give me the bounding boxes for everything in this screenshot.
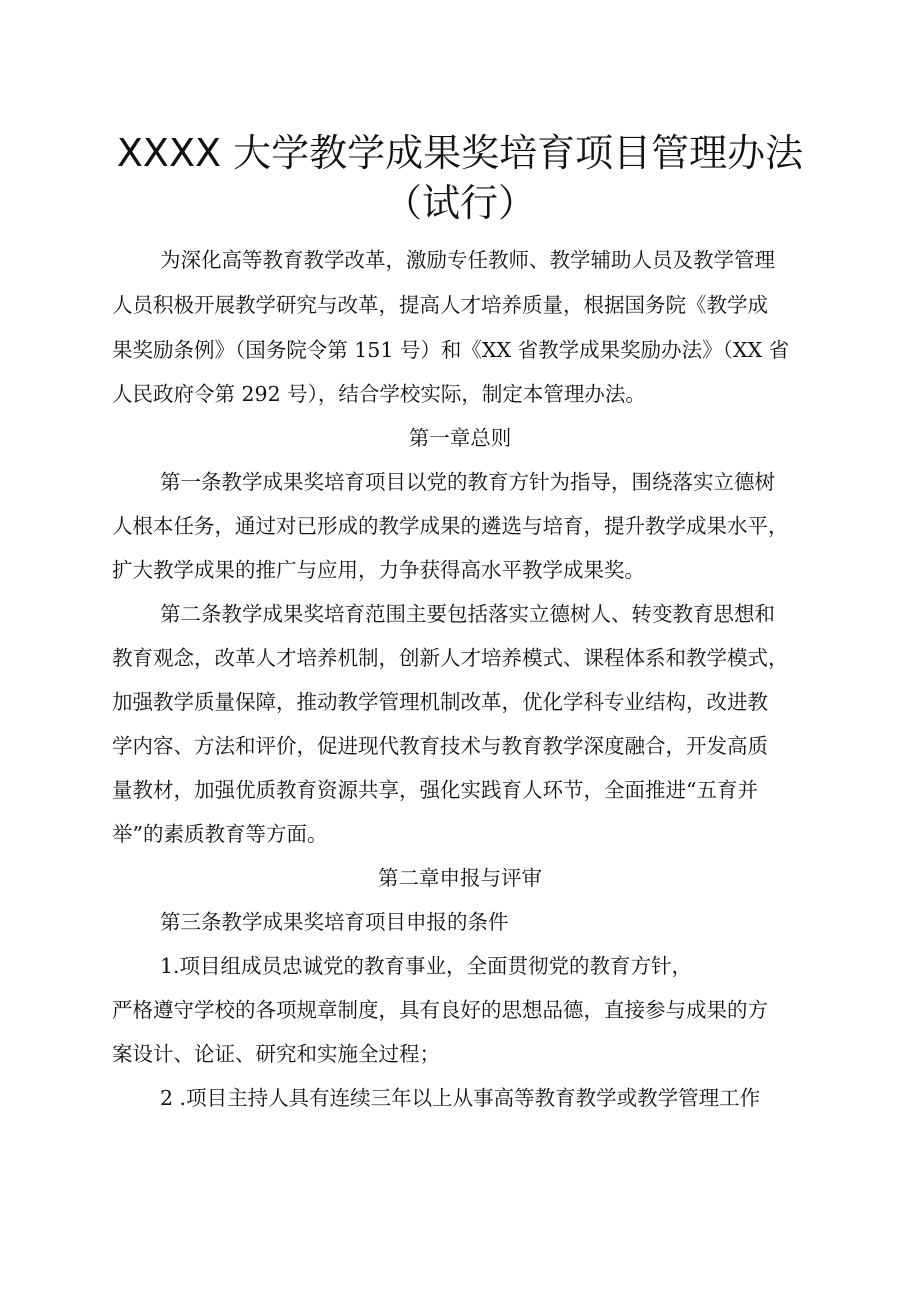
article-line: 量教材，加强优质教育资源共享，强化实践育人环节，全面推进“五育并 — [112, 778, 758, 802]
chapter-heading: 第一章总则 — [408, 426, 512, 450]
article-line: 第三条教学成果奖培育项目申报的条件 — [160, 910, 509, 934]
intro-line: 为深化高等教育教学改革，激励专任教师、教学辅助人员及教学管理 — [160, 248, 775, 272]
article-line: 第一条教学成果奖培育项目以党的教育方针为指导，围绕落实立德树 — [160, 470, 775, 494]
list-item-line: 严格遵守学校的各项规章制度，具有良好的思想品德，直接参与成果的方 — [112, 998, 768, 1022]
article-line: 举”的素质教育等方面。 — [112, 822, 328, 846]
document-title: XXXX 大学教学成果奖培育项目管理办法 — [116, 131, 804, 175]
list-item-line: 1.项目组成员忠诚党的教育事业，全面贯彻党的教育方针， — [160, 954, 693, 978]
list-item-line: 案设计、论证、研究和实施全过程； — [112, 1042, 440, 1066]
article-line: 教育观念，改革人才培养机制，创新人才培养模式、课程体系和教学模式， — [112, 646, 789, 670]
document-subtitle: （试行） — [383, 181, 536, 225]
list-item-line: 2 .项目主持人具有连续三年以上从事高等教育教学或教学管理工作 — [160, 1086, 761, 1110]
intro-line: 人民政府令第 292 号），结合学校实际，制定本管理办法。 — [112, 382, 646, 406]
article-line: 人根本任务，通过对已形成的教学成果的遴选与培育，提升教学成果水平， — [112, 514, 789, 538]
intro-line: 果奖励条例》（国务院令第 151 号）和《XX 省教学成果奖励办法》（XX 省 — [112, 338, 790, 362]
article-line: 第二条教学成果奖培育范围主要包括落实立德树人、转变教育思想和 — [160, 602, 775, 626]
chapter-heading: 第二章申报与评审 — [378, 866, 542, 890]
intro-line: 人员积极开展教学研究与改革，提高人才培养质量，根据国务院《教学成 — [112, 293, 768, 317]
article-line: 学内容、方法和评价，促进现代教育技术与教育教学深度融合，开发高质 — [112, 734, 768, 758]
article-line: 扩大教学成果的推广与应用，力争获得高水平教学成果奖。 — [112, 558, 645, 582]
article-line: 加强教学质量保障，推动教学管理机制改革，优化学科专业结构，改进教 — [112, 690, 768, 714]
